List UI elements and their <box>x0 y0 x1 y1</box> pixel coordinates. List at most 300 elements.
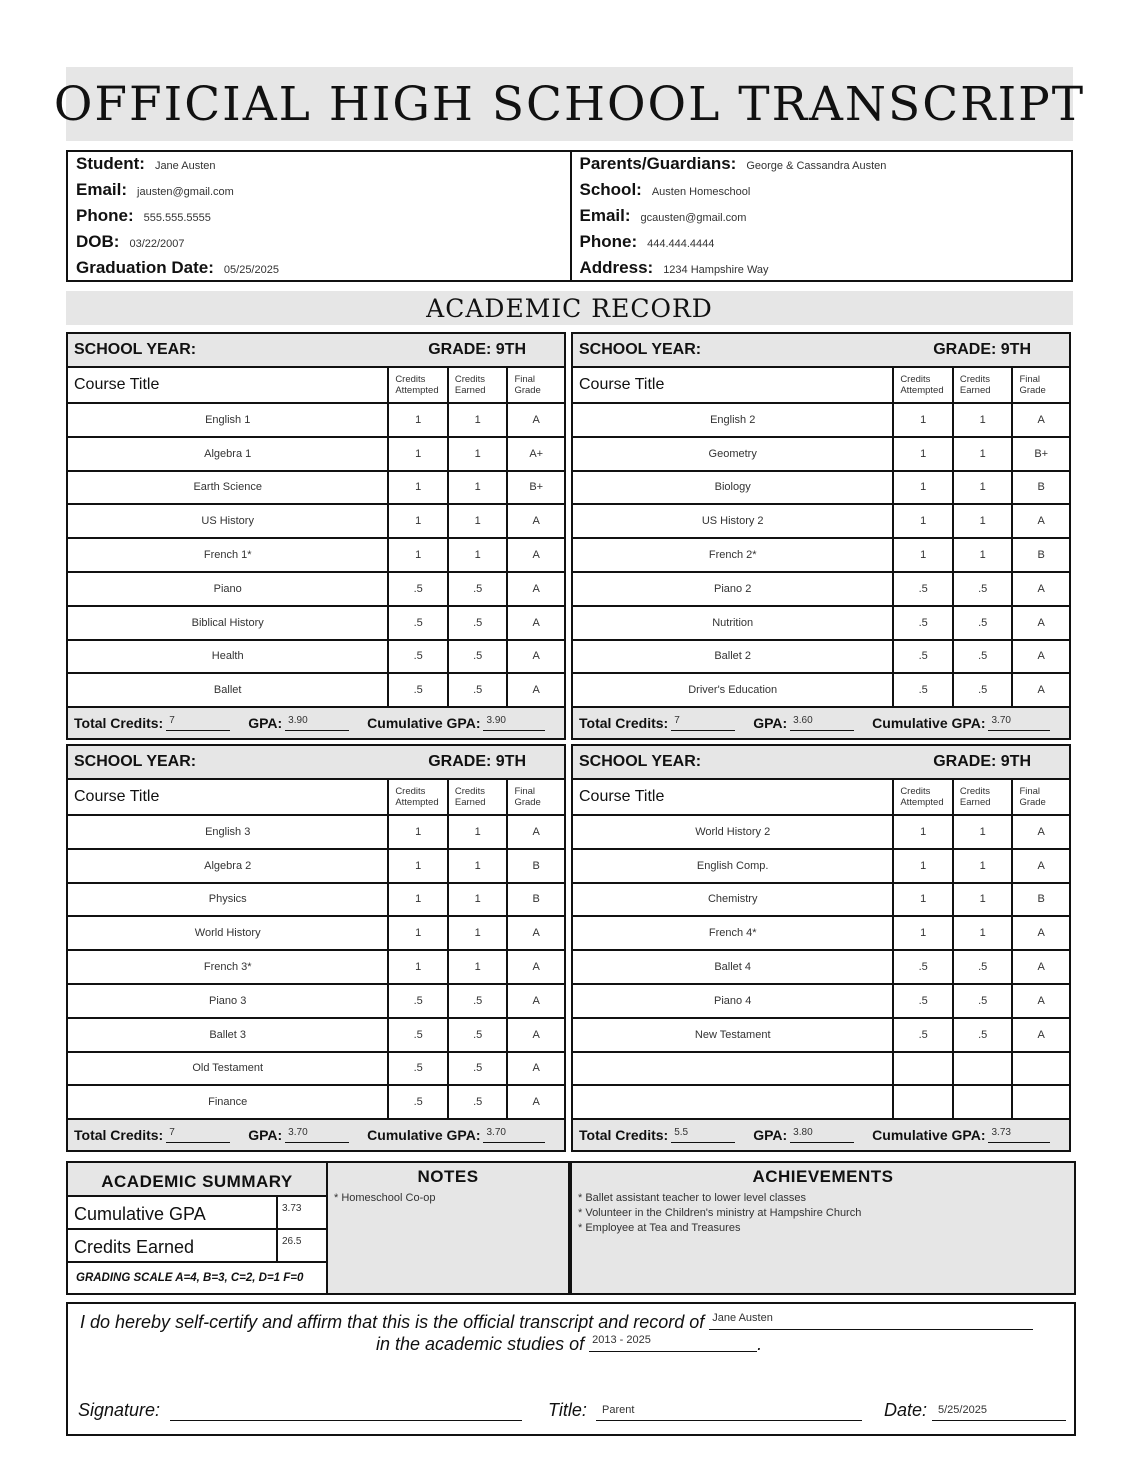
grade-level: GRADE: 9TH <box>933 341 1031 358</box>
credits-attempted-header-text <box>900 786 943 808</box>
credits-earned-header-line: Credits <box>454 374 485 385</box>
credits-earned: 1 <box>952 539 1012 571</box>
course-title: Physics <box>208 893 247 906</box>
credits-earned-header-line: Credits <box>959 374 990 385</box>
credits-earned-header-text <box>455 786 486 808</box>
credits-attempted: 1 <box>387 539 447 571</box>
school-year-block-2 <box>571 332 1071 740</box>
final-grade-header <box>506 780 564 814</box>
final-grade: A <box>1011 850 1069 882</box>
total-credits-label: Total Credits: <box>74 1127 164 1144</box>
date-line[interactable] <box>932 1420 1066 1421</box>
final-grade: A <box>1011 674 1069 706</box>
course-row <box>68 404 564 438</box>
column-headers <box>68 368 564 404</box>
credits-attempted-header <box>387 780 447 814</box>
credits-attempted-header-line: Attempted <box>395 797 439 808</box>
credits-attempted: 1 <box>892 505 952 537</box>
notes-box <box>328 1161 570 1295</box>
credits-attempted: 1 <box>387 404 447 436</box>
title-band <box>53 67 1086 141</box>
final-grade: A <box>506 951 564 983</box>
credits-attempted: .5 <box>387 1086 447 1118</box>
school-year-label: SCHOOL YEAR: <box>74 753 197 770</box>
credits-earned-value: 26.5 <box>276 1230 326 1261</box>
guardian-field-row <box>580 206 1064 232</box>
certification-line-2 <box>376 1334 762 1355</box>
course-title: US History 2 <box>701 515 764 528</box>
year-header <box>573 746 1069 780</box>
final-grade: B <box>1011 539 1069 571</box>
credits-attempted: 1 <box>892 917 952 949</box>
credits-attempted: 1 <box>387 951 447 983</box>
course-row <box>573 951 1069 985</box>
final-grade: B <box>1011 884 1069 916</box>
course-row <box>573 674 1069 708</box>
course-title: French 3* <box>203 961 252 974</box>
course-row <box>68 985 564 1019</box>
student-field-label: Student: <box>76 154 145 173</box>
final-grade: A <box>506 1019 564 1051</box>
achievement-item: * Employee at Tea and Treasures <box>578 1222 741 1234</box>
title-value: Parent <box>602 1404 635 1416</box>
final-grade-header-line: Grade <box>514 797 541 808</box>
course-row <box>68 539 564 573</box>
total-credits-value: 5.5 <box>671 1128 735 1143</box>
school-year-label: SCHOOL YEAR: <box>74 341 197 358</box>
credits-earned: .5 <box>952 674 1012 706</box>
course-title: English 3 <box>205 825 251 838</box>
guardian-field-label: Phone: <box>579 232 638 251</box>
credits-earned: 1 <box>447 850 507 882</box>
course-title: Driver's Education <box>688 684 778 697</box>
course-title: Old Testament <box>192 1062 264 1075</box>
final-grade: A <box>1011 641 1069 673</box>
course-title: English 2 <box>710 413 756 426</box>
gpa-value: 3.90 <box>285 716 349 731</box>
guardian-field-row <box>580 258 1064 284</box>
date-value: 5/25/2025 <box>938 1404 987 1416</box>
student-field-value: 555.555.5555 <box>143 212 211 224</box>
credits-attempted-header <box>892 368 952 402</box>
guardian-field-label: Parents/Guardians: <box>579 154 737 173</box>
credits-attempted-header-line: Attempted <box>900 797 944 808</box>
credits-earned: .5 <box>447 573 507 605</box>
achievements-list <box>572 1187 1074 1240</box>
final-grade-header-line: Grade <box>514 385 541 396</box>
course-row <box>573 607 1069 641</box>
final-grade-header-line: Final <box>514 374 536 385</box>
credits-earned: .5 <box>952 607 1012 639</box>
certification-text-2: in the academic studies of <box>376 1334 585 1354</box>
achievement-item: * Ballet assistant teacher to lower level classes <box>578 1192 807 1204</box>
final-grade: A+ <box>506 438 564 470</box>
final-grade-header <box>1011 368 1069 402</box>
summary-title: ACADEMIC SUMMARY <box>68 1163 326 1197</box>
student-field-label: Phone: <box>76 206 134 225</box>
column-headers <box>573 368 1069 404</box>
final-grade: A <box>506 505 564 537</box>
guardian-field-label: School: <box>579 180 642 199</box>
cumulative-gpa-value: 3.90 <box>483 716 545 731</box>
grade-level: GRADE: 9TH <box>428 341 526 358</box>
credits-earned-header-line: Credits <box>959 786 990 797</box>
credits-attempted-header-line: Credits <box>395 786 426 797</box>
final-grade: A <box>1011 951 1069 983</box>
cumulative-gpa-label: Cumulative GPA: <box>872 715 986 732</box>
course-row <box>573 1086 1069 1120</box>
credits-earned: 1 <box>447 816 507 848</box>
notes-title: NOTES <box>417 1167 479 1186</box>
course-title: US History <box>201 515 254 528</box>
credits-attempted-header-line: Credits <box>900 374 931 385</box>
cumulative-gpa-label: Cumulative GPA <box>74 1204 206 1224</box>
final-grade: A <box>1011 985 1069 1017</box>
academic-years-field: 2013 - 2025 <box>589 1334 757 1352</box>
cumulative-gpa-value: 3.70 <box>483 1128 545 1143</box>
course-row <box>68 472 564 506</box>
final-grade: A <box>506 985 564 1017</box>
credits-earned: .5 <box>447 1053 507 1085</box>
credits-earned: .5 <box>952 985 1012 1017</box>
gpa-label: GPA: <box>248 1127 283 1144</box>
course-title: French 1* <box>203 549 252 562</box>
course-row <box>573 472 1069 506</box>
course-title: English 1 <box>205 413 251 426</box>
student-field-value: jausten@gmail.com <box>137 186 234 198</box>
student-field-row <box>76 180 562 206</box>
final-grade: A <box>506 607 564 639</box>
final-grade-header-text <box>514 374 540 396</box>
course-row <box>68 573 564 607</box>
course-title: Ballet 3 <box>209 1028 247 1041</box>
course-title: World History 2 <box>695 825 771 838</box>
course-title-header: Course Title <box>579 376 665 393</box>
credits-attempted: 1 <box>387 917 447 949</box>
credits-earned: 1 <box>952 850 1012 882</box>
course-row <box>573 985 1069 1019</box>
credits-attempted-header-line: Attempted <box>395 385 439 396</box>
final-grade-header-line: Grade <box>1019 797 1046 808</box>
credits-earned: 1 <box>447 951 507 983</box>
course-row <box>68 641 564 675</box>
guardian-field-row <box>580 180 1064 206</box>
credits-attempted: .5 <box>892 573 952 605</box>
gpa-value: 3.70 <box>285 1128 349 1143</box>
guardian-field-row <box>580 154 1064 180</box>
certification-period: . <box>757 1334 763 1354</box>
cumulative-gpa-label: Cumulative GPA: <box>872 1127 986 1144</box>
student-field-row <box>76 154 562 180</box>
guardian-info <box>570 152 1072 280</box>
credits-earned: 1 <box>952 472 1012 504</box>
course-title <box>573 1086 892 1118</box>
course-title: Piano <box>213 582 242 595</box>
credits-attempted-header-text <box>395 786 438 808</box>
course-title: English Comp. <box>696 859 769 872</box>
final-grade: B <box>506 850 564 882</box>
course-title: French 2* <box>708 549 757 562</box>
gpa-label: GPA: <box>753 715 788 732</box>
credits-attempted: .5 <box>387 607 447 639</box>
credits-earned-header-line: Earned <box>959 385 991 396</box>
course-row <box>68 1019 564 1053</box>
credits-earned: 1 <box>952 816 1012 848</box>
credits-earned: .5 <box>952 951 1012 983</box>
date-label: Date: <box>884 1400 928 1420</box>
credits-earned-header <box>447 368 507 402</box>
credits-earned-header-line: Credits <box>454 786 485 797</box>
gpa-value: 3.60 <box>790 716 854 731</box>
title-label: Title: <box>548 1400 587 1420</box>
student-info <box>68 152 570 280</box>
credits-attempted: .5 <box>387 1053 447 1085</box>
credits-attempted <box>892 1086 952 1118</box>
page-title: OFFICIAL HIGH SCHOOL TRANSCRIPT <box>53 76 1086 132</box>
credits-earned: .5 <box>447 1019 507 1051</box>
guardian-field-row <box>580 232 1064 258</box>
summary-row-gpa <box>68 1197 326 1230</box>
credits-earned: .5 <box>447 674 507 706</box>
credits-earned: .5 <box>952 573 1012 605</box>
grade-level: GRADE: 9TH <box>428 753 526 770</box>
student-field-label: DOB: <box>76 232 120 251</box>
course-title: Earth Science <box>193 481 262 494</box>
course-title: Nutrition <box>712 616 754 629</box>
credits-earned-header-text <box>960 374 991 396</box>
credits-attempted <box>892 1053 952 1085</box>
final-grade: B+ <box>506 472 564 504</box>
certification-text-1: I do hereby self-certify and affirm that this is the official transcript and record of <box>80 1312 705 1332</box>
course-title: New Testament <box>694 1028 771 1041</box>
course-row <box>68 884 564 918</box>
course-title: French 4* <box>708 927 757 940</box>
title-line[interactable] <box>596 1420 862 1421</box>
student-field-row <box>76 258 562 284</box>
credits-attempted: 1 <box>892 884 952 916</box>
credits-attempted: .5 <box>387 674 447 706</box>
credits-attempted: .5 <box>387 1019 447 1051</box>
credits-attempted: 1 <box>892 816 952 848</box>
credits-earned: 1 <box>447 505 507 537</box>
student-field-row <box>76 206 562 232</box>
year-header <box>68 334 564 368</box>
notes-list <box>328 1187 568 1210</box>
course-title-header: Course Title <box>74 788 160 805</box>
certification-line-1 <box>80 1312 1033 1333</box>
school-year-label: SCHOOL YEAR: <box>579 753 702 770</box>
credits-attempted: .5 <box>387 641 447 673</box>
course-row <box>68 816 564 850</box>
credits-earned-label: Credits Earned <box>74 1237 195 1257</box>
cumulative-gpa-label: Cumulative GPA: <box>367 715 481 732</box>
course-row <box>68 1053 564 1087</box>
course-row <box>68 951 564 985</box>
final-grade-header-text <box>514 786 540 808</box>
final-grade <box>1011 1053 1069 1085</box>
credits-earned: 1 <box>447 472 507 504</box>
final-grade: A <box>506 917 564 949</box>
final-grade-header-text <box>1019 786 1045 808</box>
credits-attempted: .5 <box>892 951 952 983</box>
course-row <box>573 884 1069 918</box>
credits-earned-header <box>447 780 507 814</box>
credits-earned-header-line: Earned <box>959 797 991 808</box>
student-field-value: 03/22/2007 <box>129 238 185 250</box>
column-headers <box>68 780 564 816</box>
course-title-header: Course Title <box>74 376 160 393</box>
year-totals <box>68 708 564 738</box>
credits-earned: 1 <box>952 884 1012 916</box>
cumulative-gpa-value: 3.73 <box>276 1197 326 1228</box>
guardian-field-value: 444.444.4444 <box>647 238 715 250</box>
credits-attempted-header-line: Credits <box>395 374 426 385</box>
course-title: Algebra 2 <box>204 859 252 872</box>
credits-earned: .5 <box>952 1019 1012 1051</box>
final-grade: A <box>506 1053 564 1085</box>
year-totals <box>68 1120 564 1150</box>
course-row <box>573 573 1069 607</box>
credits-earned-header-text <box>960 786 991 808</box>
course-row <box>573 539 1069 573</box>
final-grade-header-line: Grade <box>1019 385 1046 396</box>
course-title: World History <box>194 927 261 940</box>
course-title: Finance <box>208 1096 248 1109</box>
cumulative-gpa-value: 3.73 <box>988 1128 1050 1143</box>
credits-attempted: .5 <box>892 674 952 706</box>
credits-attempted-header <box>892 780 952 814</box>
total-credits-label: Total Credits: <box>579 715 669 732</box>
final-grade: B <box>1011 472 1069 504</box>
credits-earned-header-line: Earned <box>454 797 486 808</box>
total-credits-value: 7 <box>671 716 735 731</box>
credits-earned: 1 <box>447 438 507 470</box>
credits-attempted-header <box>387 368 447 402</box>
course-title: Ballet <box>213 684 242 697</box>
academic-record-band <box>66 291 1073 325</box>
final-grade: B+ <box>1011 438 1069 470</box>
credits-attempted: 1 <box>892 438 952 470</box>
credits-earned: 1 <box>447 539 507 571</box>
final-grade-header-line: Final <box>514 786 536 797</box>
signature-row <box>78 1400 1068 1424</box>
course-title: Biblical History <box>191 616 264 629</box>
credits-earned: 1 <box>952 505 1012 537</box>
credits-earned-header <box>952 780 1012 814</box>
school-year-block-3 <box>66 744 566 1152</box>
credits-attempted: 1 <box>387 438 447 470</box>
summary-row-credits <box>68 1230 326 1263</box>
school-year-label: SCHOOL YEAR: <box>579 341 702 358</box>
final-grade-header-line: Final <box>1019 786 1041 797</box>
final-grade: A <box>1011 917 1069 949</box>
final-grade: A <box>1011 816 1069 848</box>
course-row <box>573 917 1069 951</box>
course-row <box>68 438 564 472</box>
achievements-title: ACHIEVEMENTS <box>752 1167 894 1186</box>
year-header <box>573 334 1069 368</box>
certified-student-field: Jane Austen <box>709 1312 1033 1330</box>
credits-earned: .5 <box>447 641 507 673</box>
course-row <box>68 505 564 539</box>
student-field-value: 05/25/2025 <box>223 264 279 276</box>
column-headers <box>573 780 1069 816</box>
cumulative-gpa-value: 3.70 <box>988 716 1050 731</box>
achievement-item: * Volunteer in the Children's ministry at Hampshire Church <box>578 1207 862 1219</box>
credits-earned-header-text <box>455 374 486 396</box>
final-grade: A <box>506 641 564 673</box>
final-grade <box>1011 1086 1069 1118</box>
course-row <box>573 1019 1069 1053</box>
course-title: Piano 3 <box>209 994 247 1007</box>
credits-earned: 1 <box>952 438 1012 470</box>
cumulative-gpa-label: Cumulative GPA: <box>367 1127 481 1144</box>
credits-attempted: 1 <box>387 505 447 537</box>
year-totals <box>573 708 1069 738</box>
course-title: Piano 4 <box>714 994 752 1007</box>
grade-level: GRADE: 9TH <box>933 753 1031 770</box>
credits-earned: 1 <box>447 884 507 916</box>
credits-attempted: 1 <box>387 472 447 504</box>
final-grade: A <box>506 573 564 605</box>
final-grade: A <box>506 816 564 848</box>
achievements-box <box>570 1161 1076 1295</box>
course-row <box>68 917 564 951</box>
credits-earned: .5 <box>447 985 507 1017</box>
course-row <box>573 816 1069 850</box>
final-grade: A <box>506 404 564 436</box>
final-grade-header <box>506 368 564 402</box>
final-grade: A <box>1011 404 1069 436</box>
course-title: Algebra 1 <box>204 447 252 460</box>
guardian-field-value: Austen Homeschool <box>651 186 751 198</box>
final-grade: B <box>506 884 564 916</box>
signature-label: Signature: <box>78 1400 161 1420</box>
course-row <box>573 850 1069 884</box>
year-header <box>68 746 564 780</box>
guardian-field-label: Address: <box>579 258 654 277</box>
guardian-field-label: Email: <box>579 206 631 225</box>
credits-attempted: 1 <box>892 404 952 436</box>
final-grade: A <box>506 674 564 706</box>
student-field-row <box>76 232 562 258</box>
course-title <box>573 1053 892 1085</box>
credits-earned: 1 <box>952 404 1012 436</box>
credits-attempted: 1 <box>387 816 447 848</box>
credits-attempted-header-text <box>900 374 943 396</box>
credits-earned: 1 <box>447 917 507 949</box>
credits-attempted: .5 <box>892 985 952 1017</box>
credits-attempted: .5 <box>387 985 447 1017</box>
course-title: Piano 2 <box>714 582 752 595</box>
signature-line[interactable] <box>170 1420 522 1421</box>
credits-attempted-header-line: Credits <box>900 786 931 797</box>
credits-earned: .5 <box>952 641 1012 673</box>
course-row <box>573 1053 1069 1087</box>
credits-attempted: .5 <box>892 1019 952 1051</box>
academic-summary <box>66 1161 328 1295</box>
guardian-field-value: George & Cassandra Austen <box>746 160 887 172</box>
credits-attempted: 1 <box>387 884 447 916</box>
credits-attempted: .5 <box>892 607 952 639</box>
certification-box <box>66 1302 1076 1436</box>
student-field-value: Jane Austen <box>154 160 216 172</box>
course-row <box>573 404 1069 438</box>
credits-earned-header <box>952 368 1012 402</box>
final-grade-header <box>1011 780 1069 814</box>
total-credits-label: Total Credits: <box>74 715 164 732</box>
credits-attempted: 1 <box>892 850 952 882</box>
